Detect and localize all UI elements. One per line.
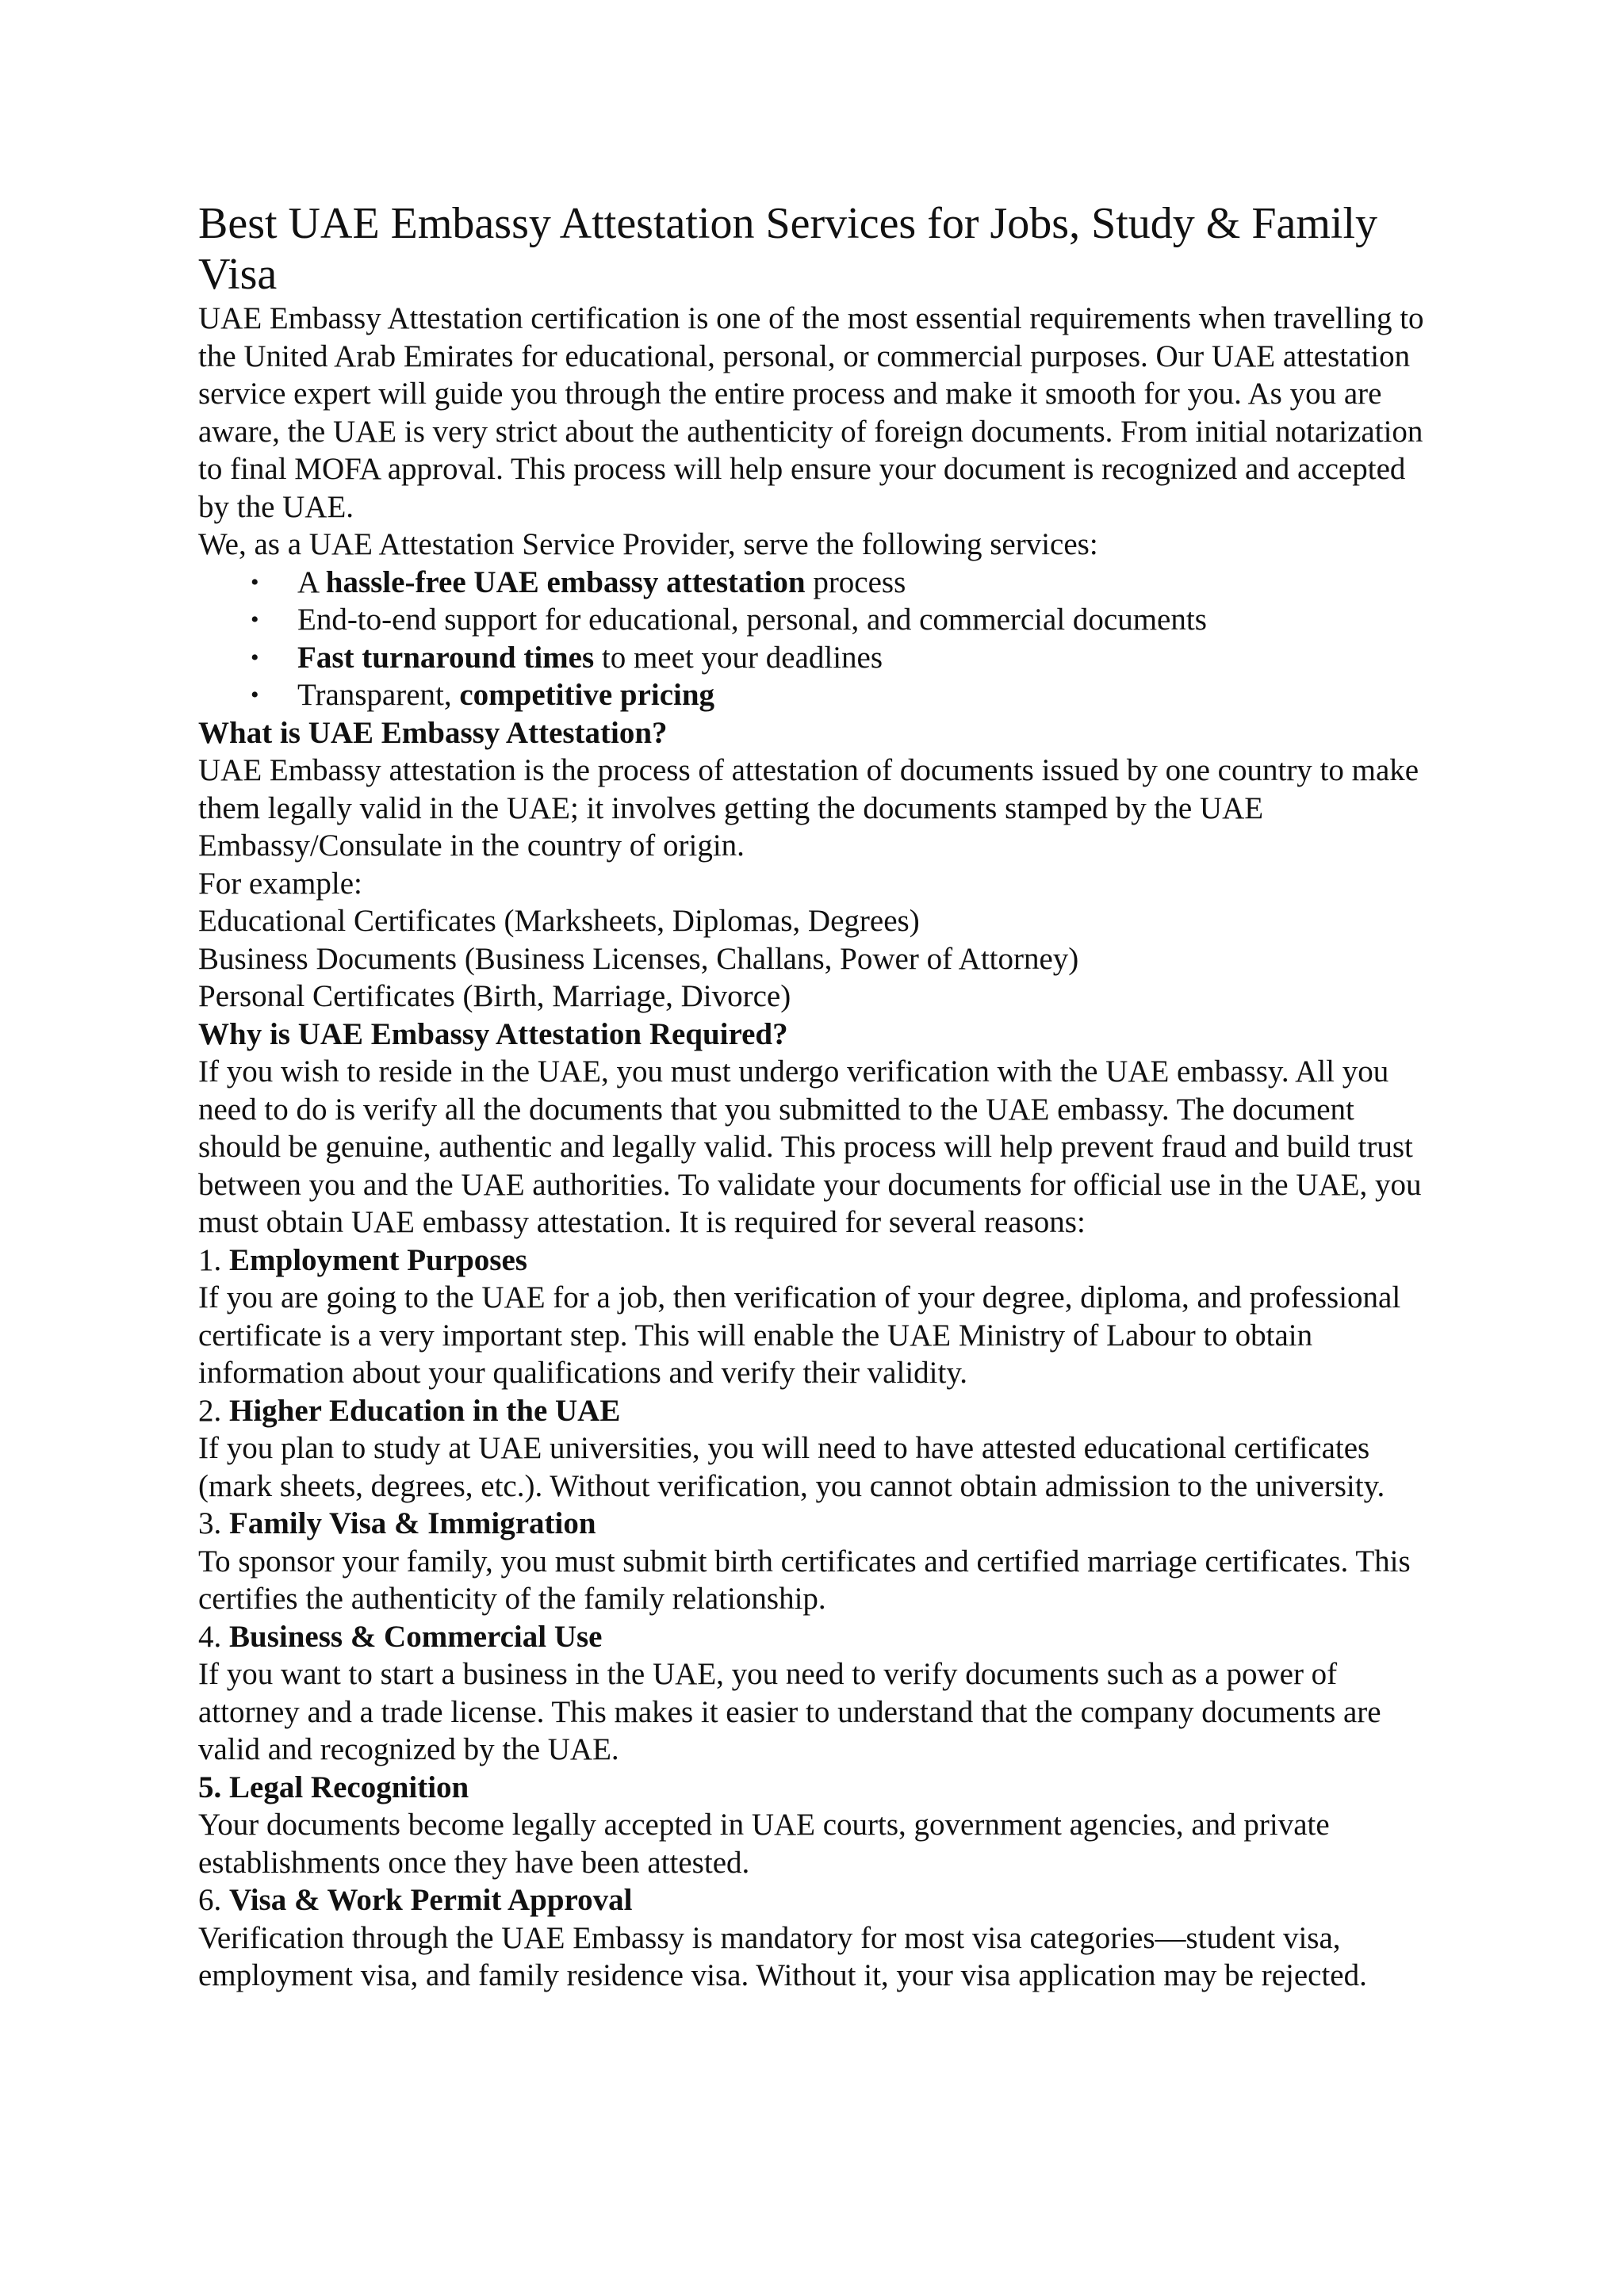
- reason-title: Higher Education in the UAE: [229, 1393, 621, 1428]
- example-label: For example:: [198, 866, 362, 901]
- list-item-bold: hassle-free UAE embassy attestation: [325, 564, 806, 599]
- reason-number: 6: [198, 1883, 214, 1917]
- reason-separator: .: [213, 1393, 229, 1428]
- reason-body: If you are going to the UAE for a job, then verification of your degree, diploma, and professional certificate is a very important step. This will enable the UAE Ministry of Labour to obtain information about your qualifications and verify their validity.: [198, 1280, 1401, 1390]
- bullet-icon: •: [251, 644, 259, 671]
- reason-block-6: [198, 1881, 1443, 1995]
- services-list: [198, 564, 1443, 714]
- reason-heading: [198, 1242, 1443, 1280]
- reason-body: Verification through the UAE Embassy is mandatory for most visa categories—student visa, employment visa, and family residence visa. Without it, your visa application may be rejected.: [198, 1920, 1367, 1992]
- reason-body: If you plan to study at UAE universities, you will need to have attested educational certificates (mark sheets, degrees, etc.). Without verification, you cannot obtain admission to the university.: [198, 1431, 1385, 1503]
- reason-body: To sponsor your family, you must submit birth certificates and certified marriage certificates. This certifies the authenticity of the family relationship.: [198, 1544, 1411, 1616]
- reason-heading: [198, 1769, 1443, 1807]
- reason-number: 5: [198, 1770, 214, 1804]
- list-item: [198, 601, 1443, 639]
- document-title: Best UAE Embassy Attestation Services for Jobs, Study & Family Visa: [198, 199, 1378, 299]
- reason-heading: [198, 1881, 1443, 1919]
- list-item: [198, 676, 1443, 714]
- reason-number: 1: [198, 1242, 214, 1277]
- list-item-text: process: [805, 564, 906, 599]
- reason-block-1: [198, 1242, 1443, 1392]
- list-item-text: A: [297, 564, 326, 599]
- reason-separator: .: [213, 1770, 229, 1804]
- what-paragraph: UAE Embassy attestation is the process of attestation of documents issued by one country to make them legally valid in the UAE; it involves getting the documents stamped by the UAE Embassy/Consulate in the country of origin.: [198, 753, 1419, 863]
- list-item: [198, 639, 1443, 677]
- example-line: Business Documents (Business Licenses, Challans, Power of Attorney): [198, 941, 1079, 976]
- reason-title: Family Visa & Immigration: [229, 1506, 596, 1540]
- reason-body: Your documents become legally accepted in UAE courts, government agencies, and private establishments once they have been attested.: [198, 1808, 1330, 1880]
- reason-title: Business & Commercial Use: [229, 1619, 603, 1654]
- example-line: Educational Certificates (Marksheets, Diplomas, Degrees): [198, 904, 920, 938]
- reason-separator: .: [213, 1242, 229, 1277]
- reason-body: If you want to start a business in the UAE, you need to verify documents such as a power of attorney and a trade license. This makes it easier to understand that the company documents are valid and recognized by the UAE.: [198, 1657, 1381, 1766]
- reason-number: 2: [198, 1393, 214, 1428]
- reason-heading: [198, 1505, 1443, 1543]
- reason-block-5: [198, 1769, 1443, 1882]
- reason-number: 4: [198, 1619, 214, 1654]
- bullet-icon: •: [251, 682, 259, 708]
- list-item-bold: Fast turnaround times: [297, 640, 595, 675]
- reason-separator: .: [213, 1883, 229, 1917]
- list-item-text: Transparent,: [297, 678, 460, 712]
- section-heading-why: Why is UAE Embassy Attestation Required?: [198, 1016, 788, 1051]
- reason-title: Visa & Work Permit Approval: [229, 1883, 633, 1917]
- list-item-text: End-to-end support for educational, personal, and commercial documents: [297, 603, 1207, 637]
- example-line: Personal Certificates (Birth, Marriage, Divorce): [198, 979, 791, 1013]
- reason-title: Employment Purposes: [229, 1242, 527, 1277]
- reason-block-4: [198, 1618, 1443, 1769]
- reason-heading: [198, 1392, 1443, 1430]
- reason-number: 3: [198, 1506, 214, 1540]
- services-intro: We, as a UAE Attestation Service Provider, serve the following services:: [198, 527, 1098, 561]
- document-body: [198, 198, 1443, 1995]
- reason-block-2: [198, 1392, 1443, 1506]
- reason-block-3: [198, 1505, 1443, 1618]
- reason-title: Legal Recognition: [229, 1770, 469, 1804]
- intro-paragraph: UAE Embassy Attestation certification is one of the most essential requirements when travelling to the United Arab Emirates for educational, personal, or commercial purposes. Our UAE attestation service expert will guide you through the entire process and make it smooth for you. As you are aware, the UAE is very strict about the authenticity of foreign documents. From initial notarization to final MOFA approval. This process will help ensure your document is recognized and accepted by the UAE.: [198, 301, 1424, 524]
- reason-separator: .: [213, 1619, 229, 1654]
- bullet-icon: •: [251, 607, 259, 633]
- list-item-bold: competitive pricing: [459, 678, 715, 712]
- reason-separator: .: [213, 1506, 229, 1540]
- section-heading-what: What is UAE Embassy Attestation?: [198, 715, 668, 750]
- reason-heading: [198, 1618, 1443, 1656]
- why-paragraph: If you wish to reside in the UAE, you must undergo verification with the UAE embassy. All you need to do is verify all the documents that you submitted to the UAE embassy. The document should be genuine, authentic and legally valid. This process will help prevent fraud and build trust between you and the UAE authorities. To validate your documents for official use in the UAE, you must obtain UAE embassy attestation. It is required for several reasons:: [198, 1054, 1422, 1239]
- list-item-text: to meet your deadlines: [594, 640, 883, 675]
- list-item: [198, 564, 1443, 602]
- bullet-icon: •: [251, 568, 259, 595]
